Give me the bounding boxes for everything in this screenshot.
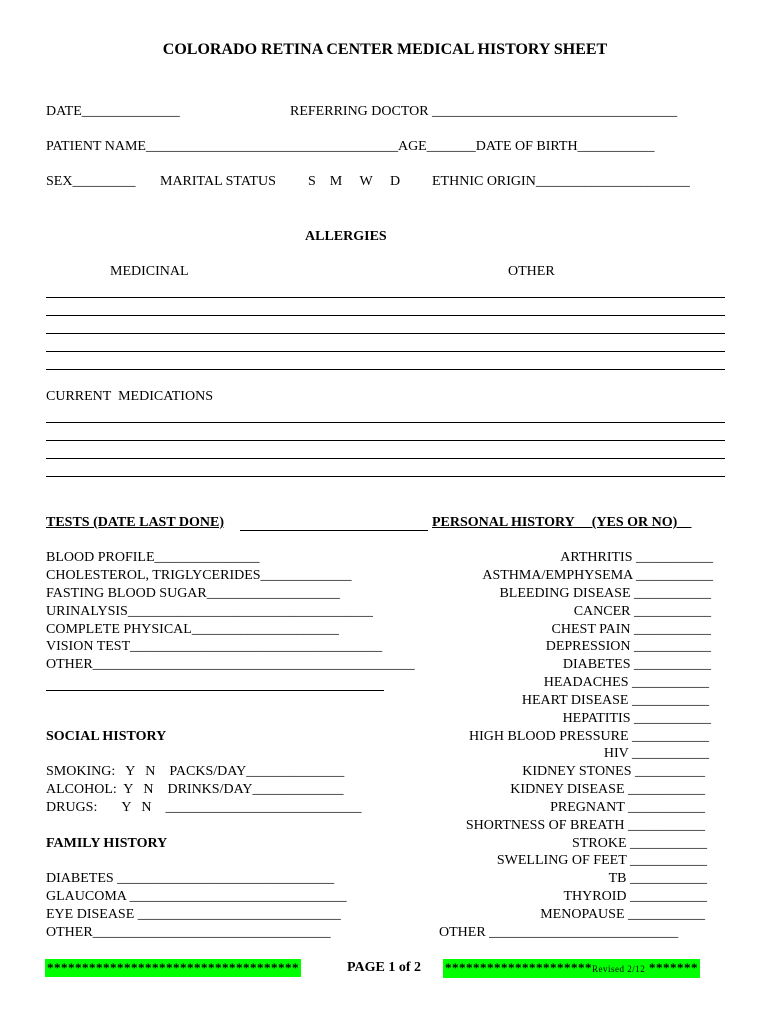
date-field[interactable]: DATE______________ bbox=[46, 104, 180, 119]
marital-status-label: MARITAL STATUS bbox=[160, 174, 276, 189]
history-chest-pain[interactable]: CHEST PAIN ___________ bbox=[551, 622, 711, 637]
family-glaucoma[interactable]: GLAUCOMA _______________________________ bbox=[46, 889, 347, 904]
test-blood-profile[interactable]: BLOOD PROFILE_______________ bbox=[46, 550, 260, 565]
family-other[interactable]: OTHER__________________________________ bbox=[46, 925, 331, 940]
marital-status-options[interactable]: S M W D bbox=[308, 174, 401, 189]
page-title: COLORADO RETINA CENTER MEDICAL HISTORY SHEET bbox=[162, 41, 608, 58]
history-menopause[interactable]: MENOPAUSE ___________ bbox=[540, 907, 705, 922]
history-arthritis[interactable]: ARTHRITIS ___________ bbox=[560, 550, 713, 565]
allergies-medicinal-label: MEDICINAL bbox=[110, 264, 189, 279]
history-diabetes[interactable]: DIABETES ___________ bbox=[562, 657, 711, 672]
history-heart-disease[interactable]: HEART DISEASE ___________ bbox=[521, 693, 709, 708]
footer-right-stars-b: ******* bbox=[645, 960, 698, 975]
social-history-heading: SOCIAL HISTORY bbox=[46, 729, 167, 744]
test-other[interactable]: OTHER______________________________________________ bbox=[46, 657, 415, 672]
allergy-line[interactable] bbox=[46, 351, 725, 352]
tests-heading: TESTS (DATE LAST DONE) bbox=[46, 515, 225, 530]
footer-left-stars: ************************************ bbox=[47, 960, 299, 975]
medication-line[interactable] bbox=[46, 458, 725, 459]
allergy-line[interactable] bbox=[46, 333, 725, 334]
allergies-heading: ALLERGIES bbox=[305, 229, 387, 244]
test-cholesterol[interactable]: CHOLESTEROL, TRIGLYCERIDES_____________ bbox=[46, 568, 352, 583]
history-thyroid[interactable]: THYROID ___________ bbox=[563, 889, 707, 904]
family-eye-disease[interactable]: EYE DISEASE _____________________________ bbox=[46, 907, 341, 922]
test-complete-physical[interactable]: COMPLETE PHYSICAL_____________________ bbox=[46, 622, 339, 637]
patient-name-field[interactable]: PATIENT NAME____________________________________AGE_______DATE OF BIRTH___________ bbox=[46, 139, 655, 154]
history-hepatitis[interactable]: HEPATITIS ___________ bbox=[562, 711, 711, 726]
history-tb[interactable]: TB ___________ bbox=[608, 871, 707, 886]
history-hiv[interactable]: HIV ___________ bbox=[603, 746, 709, 761]
allergies-other-label: OTHER bbox=[508, 264, 555, 279]
referring-doctor-field[interactable]: REFERRING DOCTOR ___________________________________ bbox=[290, 104, 678, 119]
history-stroke[interactable]: STROKE ___________ bbox=[572, 836, 707, 851]
medication-line[interactable] bbox=[46, 422, 725, 423]
history-kidney-disease[interactable]: KIDNEY DISEASE ___________ bbox=[510, 782, 705, 797]
history-cancer[interactable]: CANCER ___________ bbox=[573, 604, 711, 619]
history-pregnant[interactable]: PREGNANT ___________ bbox=[550, 800, 705, 815]
history-swelling-of-feet[interactable]: SWELLING OF FEET ___________ bbox=[496, 853, 707, 868]
test-other-extra-line[interactable] bbox=[46, 690, 384, 691]
current-medications-label: CURRENT MEDICATIONS bbox=[46, 389, 213, 404]
footer-right-stars-a: ********************* bbox=[445, 960, 592, 975]
tests-heading-underline bbox=[240, 530, 428, 531]
medication-line[interactable] bbox=[46, 440, 725, 441]
history-shortness-of-breath[interactable]: SHORTNESS OF BREATH ___________ bbox=[465, 818, 705, 833]
sex-field[interactable]: SEX_________ bbox=[46, 174, 136, 189]
drugs-field[interactable]: DRUGS: Y N ____________________________ bbox=[46, 800, 362, 815]
alcohol-field[interactable]: ALCOHOL: Y N DRINKS/DAY_____________ bbox=[46, 782, 344, 797]
smoking-field[interactable]: SMOKING: Y N PACKS/DAY______________ bbox=[46, 764, 345, 779]
family-history-heading: FAMILY HISTORY bbox=[46, 836, 168, 851]
history-asthma[interactable]: ASTHMA/EMPHYSEMA ___________ bbox=[482, 568, 713, 583]
history-bleeding-disease[interactable]: BLEEDING DISEASE ___________ bbox=[499, 586, 711, 601]
history-kidney-stones[interactable]: KIDNEY STONES __________ bbox=[522, 764, 705, 779]
medication-line[interactable] bbox=[46, 476, 725, 477]
allergy-line[interactable] bbox=[46, 315, 725, 316]
test-fasting-blood-sugar[interactable]: FASTING BLOOD SUGAR___________________ bbox=[46, 586, 340, 601]
test-urinalysis[interactable]: URINALYSIS___________________________________ bbox=[46, 604, 373, 619]
page-number: PAGE 1 of 2 bbox=[347, 960, 422, 975]
history-depression[interactable]: DEPRESSION ___________ bbox=[545, 639, 711, 654]
revised-date: Revised 2/12 bbox=[592, 964, 646, 974]
allergy-line[interactable] bbox=[46, 297, 725, 298]
allergy-line[interactable] bbox=[46, 369, 725, 370]
footer-right-stars bbox=[443, 959, 700, 978]
test-vision[interactable]: VISION TEST____________________________________ bbox=[46, 639, 383, 654]
personal-history-heading: PERSONAL HISTORY __(YES OR NO)__ bbox=[432, 515, 692, 530]
history-headaches[interactable]: HEADACHES ___________ bbox=[543, 675, 709, 690]
ethnic-origin-field[interactable]: ETHNIC ORIGIN______________________ bbox=[432, 174, 690, 189]
history-high-blood-pressure[interactable]: HIGH BLOOD PRESSURE ___________ bbox=[469, 729, 709, 744]
history-other[interactable]: OTHER ___________________________ bbox=[439, 925, 679, 940]
family-diabetes[interactable]: DIABETES _______________________________ bbox=[46, 871, 335, 886]
